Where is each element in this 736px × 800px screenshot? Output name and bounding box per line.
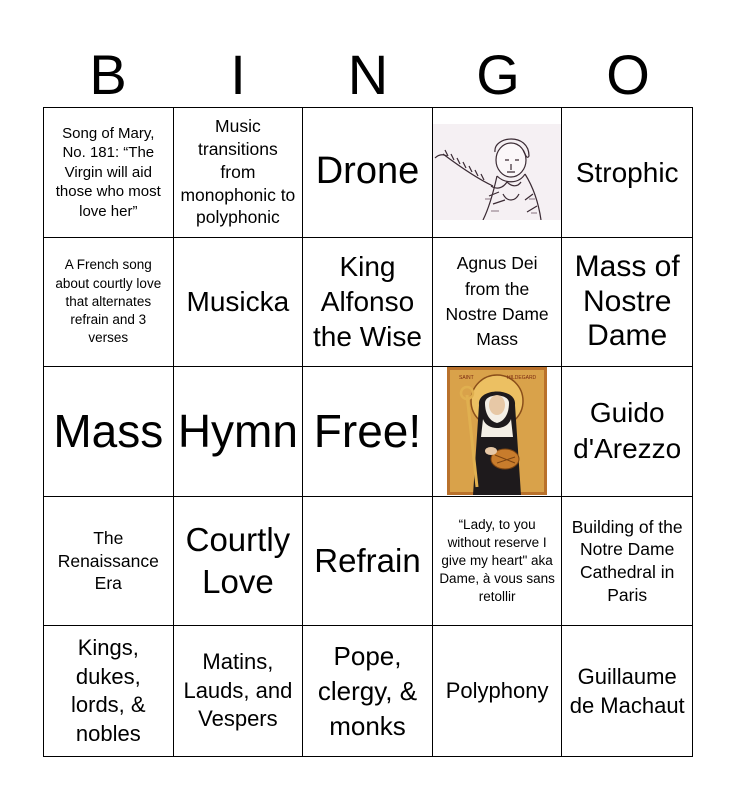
- icon-label-hildegard: HILDEGARD: [507, 375, 537, 382]
- bingo-cell[interactable]: [433, 497, 563, 627]
- bingo-cell[interactable]: [44, 238, 174, 368]
- cell-text: Refrain: [314, 541, 421, 579]
- bingo-cell[interactable]: [562, 238, 692, 368]
- cell-text: King Alfonso the Wise: [313, 251, 422, 353]
- cell-text: Strophic: [575, 156, 679, 188]
- bingo-header: [43, 44, 693, 106]
- icon-label-saint: SAINT: [459, 375, 474, 382]
- cell-text: Mass: [53, 405, 164, 458]
- free-space-text: Free!: [313, 405, 422, 458]
- cell-text: Music transitions from monophonic to polyphonic: [180, 116, 296, 228]
- cell-text: Matins, Lauds, and Vespers: [183, 649, 293, 732]
- bingo-cell[interactable]: [562, 497, 692, 627]
- cell-text: Agnus Dei from the Nostre Dame Mass: [445, 253, 549, 350]
- cell-text: Musicka: [186, 286, 290, 318]
- cell-text: Courtly Love: [185, 520, 291, 601]
- cell-text: Mass of Nostre Dame: [574, 250, 680, 353]
- bingo-cell[interactable]: [174, 367, 304, 497]
- cell-text: Building of the Notre Dame Cathedral in Paris: [571, 516, 683, 605]
- bingo-cell[interactable]: [174, 497, 304, 627]
- cell-text: The Renaissance Era: [57, 527, 159, 594]
- cell-text: Guillaume de Machaut: [569, 663, 685, 719]
- bingo-cell[interactable]: [44, 626, 174, 756]
- cell-text: Guido d'Arezzo: [573, 397, 682, 465]
- bingo-cell[interactable]: [174, 238, 304, 368]
- bingo-cell[interactable]: [303, 626, 433, 756]
- header-letter-i: I: [230, 43, 246, 106]
- cell-text: Hymn: [177, 405, 298, 458]
- cell-text: Polyphony: [445, 677, 549, 703]
- bingo-cell[interactable]: [433, 626, 563, 756]
- header-letter-o: O: [606, 43, 650, 106]
- bingo-cell[interactable]: [174, 108, 304, 238]
- bingo-cell[interactable]: [562, 108, 692, 238]
- monk-playing-pipe-illustration: [433, 124, 561, 220]
- bingo-cell[interactable]: [174, 626, 304, 756]
- bingo-cell[interactable]: [303, 497, 433, 627]
- bingo-cell[interactable]: [562, 367, 692, 497]
- bingo-cell[interactable]: [433, 108, 563, 238]
- header-letter-b: B: [89, 43, 127, 106]
- cell-text: Song of Mary, No. 181: “The Virgin will aid those who most love her”: [55, 124, 161, 220]
- cell-text: “Lady, to you without reserve I give my heart" aka Dame, à vous sans retollir: [439, 516, 555, 605]
- cell-text: A French song about courtly love that alternates refrain and 3 verses: [55, 257, 162, 346]
- bingo-cell[interactable]: [303, 367, 433, 497]
- bingo-cell[interactable]: [562, 626, 692, 756]
- bingo-cell[interactable]: [303, 108, 433, 238]
- header-letter-g: G: [476, 43, 520, 106]
- bingo-cell[interactable]: [303, 238, 433, 368]
- cell-text: Pope, clergy, & monks: [317, 640, 418, 741]
- cell-text: Drone: [315, 150, 420, 193]
- saint-hildegard-icon-image: [447, 367, 547, 495]
- bingo-board: [43, 107, 693, 757]
- bingo-cell[interactable]: [44, 497, 174, 627]
- bingo-cell[interactable]: [433, 238, 563, 368]
- bingo-cell[interactable]: [433, 367, 563, 497]
- cell-text: Kings, dukes, lords, & nobles: [71, 635, 146, 746]
- header-letter-n: N: [347, 43, 389, 106]
- bingo-cell[interactable]: [44, 367, 174, 497]
- bingo-cell[interactable]: [44, 108, 174, 238]
